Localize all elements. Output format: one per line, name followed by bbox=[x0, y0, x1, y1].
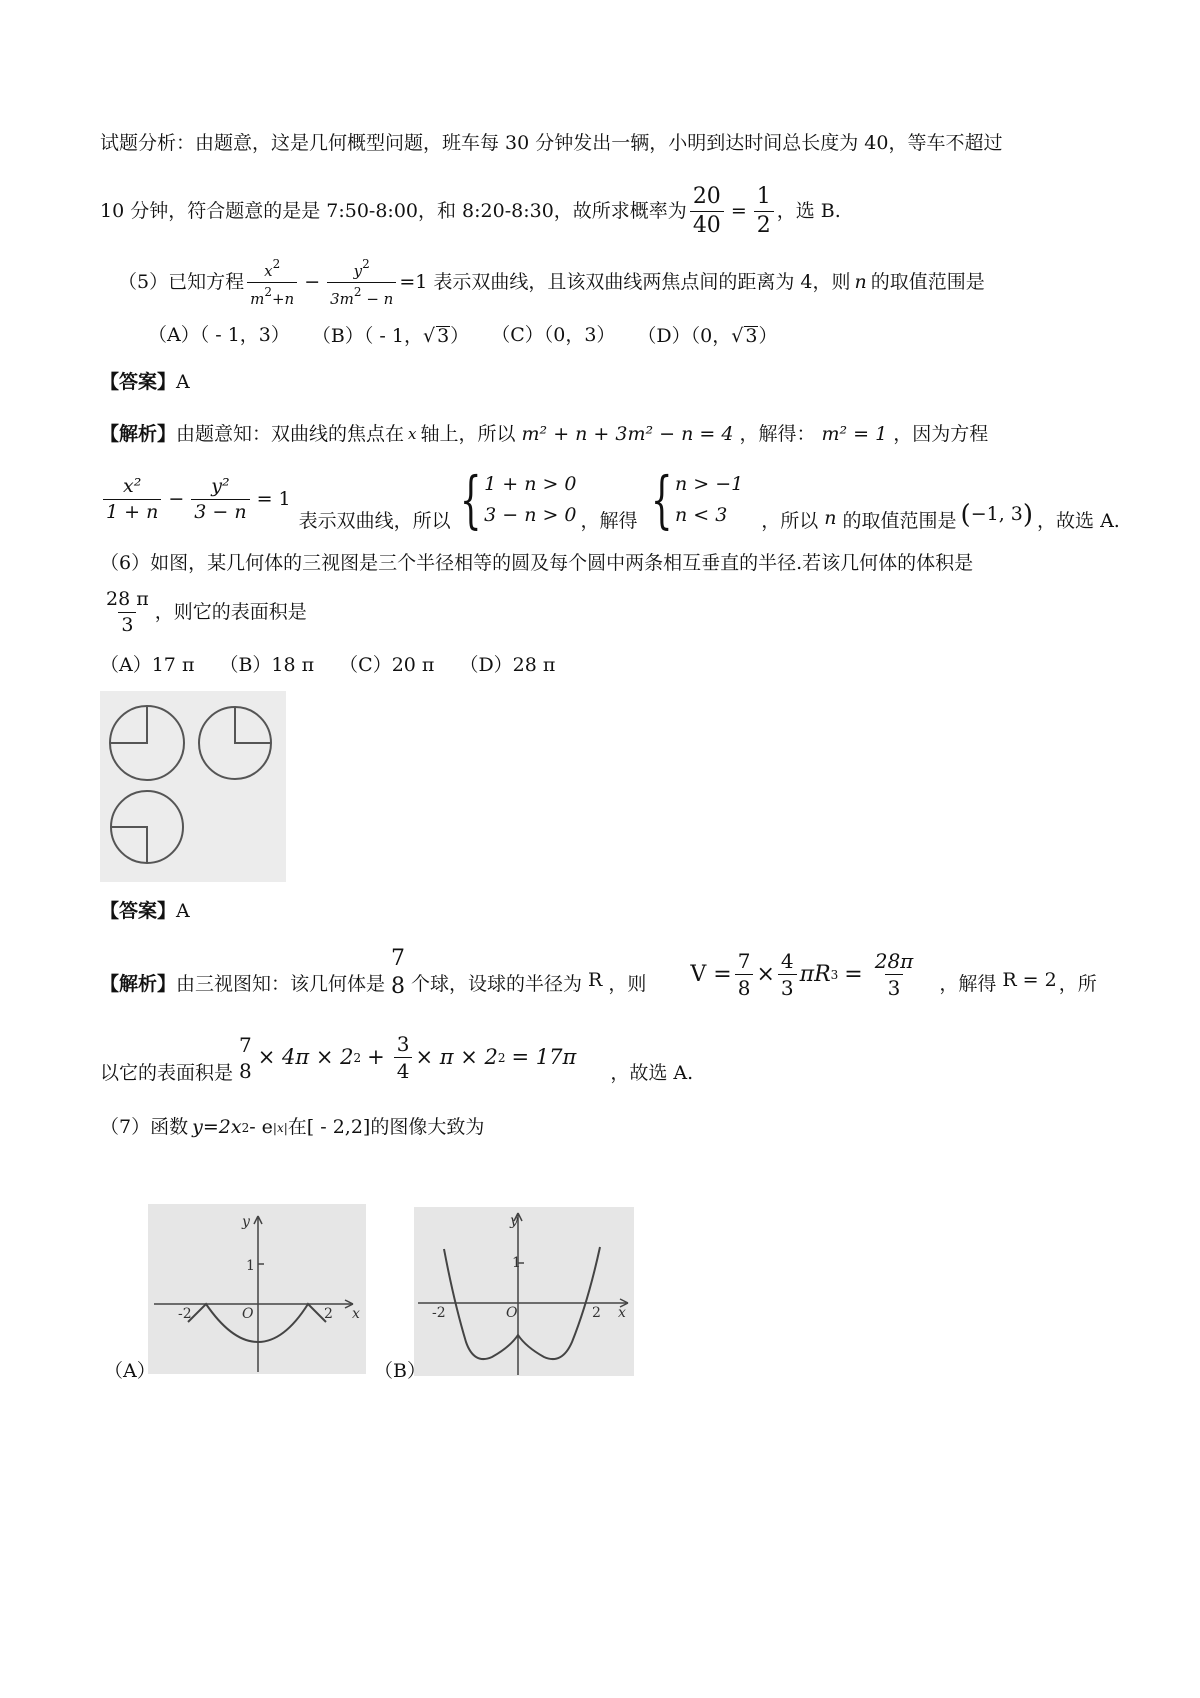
y-label: y bbox=[510, 1213, 518, 1229]
q5-option-a: （A）（ - 1，3） bbox=[148, 324, 290, 346]
q5-exp-text-3: ，解得： bbox=[739, 423, 816, 445]
tick-one: 1 bbox=[246, 1258, 255, 1274]
q5-option-b: （B）（ - 1，√ 3） bbox=[311, 325, 470, 347]
answer-value: A bbox=[176, 371, 190, 393]
q7-square: 2 bbox=[241, 1120, 250, 1135]
answer-value: A bbox=[176, 900, 190, 922]
q5-system-1: { 1 + n > 0 3 − n > 0 bbox=[459, 462, 577, 536]
q6-options: （A）17 π （B）18 π （C）20 π （D）28 π bbox=[100, 654, 556, 676]
explanation-label: 【解析】 bbox=[100, 973, 177, 995]
q6-exp-text-5: ，所 bbox=[1058, 973, 1097, 995]
explanation-label: 【解析】 bbox=[100, 423, 177, 445]
q6-explanation-line-2 bbox=[100, 1034, 693, 1087]
three-views-drawing bbox=[100, 691, 286, 882]
q6-exp-text-2: 个球，设球的半径为 bbox=[411, 973, 583, 995]
q5-answer bbox=[100, 373, 190, 392]
q5-exp-x: x bbox=[408, 425, 417, 443]
q6-volume-fraction: $\frac{28 \pi}{3}$ bbox=[106, 588, 149, 636]
q6-stem-line-2 bbox=[100, 590, 307, 635]
q7-prefix: （7）函数 bbox=[100, 1116, 189, 1138]
q6-seven-eighths: 7 8 bbox=[391, 946, 406, 999]
q6-surface-equation: 7 8 × 4π × 2 2 + $\frac{3}{4}$ × π × 2 2 = 17π bbox=[239, 1032, 577, 1083]
q5-explanation-line-1 bbox=[100, 425, 988, 444]
fraction-20-40: $\frac{20}{40}$ bbox=[690, 186, 724, 237]
tick-one: 1 bbox=[512, 1255, 521, 1271]
equals-sign: = bbox=[730, 200, 747, 222]
q6-exp-R-eq: R = 2 bbox=[1002, 969, 1057, 991]
q6-answer bbox=[100, 902, 190, 921]
q5-prefix: （5）已知方程 bbox=[118, 271, 245, 293]
q5-exp-text-6: ，解得 bbox=[580, 510, 638, 532]
x-label: x bbox=[618, 1305, 626, 1321]
graph-a-curve bbox=[188, 1304, 326, 1342]
q5-suffix: =1 表示双曲线，且该双曲线两焦点间的距离为 4，则 bbox=[399, 271, 851, 293]
analysis-line-2-text: 10 分钟，符合题意的是是 7:50-8:00，和 8:20-8:30，故所求概率为 bbox=[100, 200, 687, 222]
q7-function-tail: - e bbox=[249, 1116, 273, 1138]
q5-option-d: （D）（0，√ 3） bbox=[637, 325, 778, 347]
q5-system-2: { n > −1 n < 3 bbox=[650, 462, 744, 536]
q7-label-b: （B） bbox=[374, 1360, 426, 1382]
q5-suffix-b: 的取值范围是 bbox=[870, 271, 985, 293]
q5-exp-result: m² = 1 bbox=[821, 423, 888, 445]
q5-exp-fraction-x: $\frac{\text{x²}}{1 + n}$ bbox=[103, 477, 161, 522]
q6-exp-text-6: 以它的表面积是 bbox=[100, 1062, 234, 1084]
q7-label-a: （A） bbox=[104, 1360, 156, 1382]
q5-exp-minus: − bbox=[168, 488, 185, 510]
q7-stem bbox=[100, 1118, 484, 1137]
q6-exp-text-1: 由三视图知：该几何体是 bbox=[176, 973, 386, 995]
q5-exp-text-7: ，所以 bbox=[761, 510, 819, 532]
analysis-line-2-tail: ，选 B. bbox=[776, 200, 841, 222]
analysis-line-1: 试题分析：由题意，这是几何概型问题，班车每 30 分钟发出一辆，小明到达时间总长度为 40，等车不超过 bbox=[100, 132, 1003, 154]
q7-suffix: 在[ - 2,2]的图像大致为 bbox=[287, 1116, 485, 1138]
answer-label: 【答案】 bbox=[100, 371, 177, 393]
q5-exp-text-4: ，因为方程 bbox=[893, 423, 989, 445]
origin-label: O bbox=[242, 1306, 254, 1322]
fraction-1-2: $\frac{1}{2}$ bbox=[754, 186, 774, 237]
q6-exp-text-7: ，故选 A. bbox=[610, 1062, 694, 1084]
q7-graph-b bbox=[414, 1207, 634, 1376]
q6-three-views-figure bbox=[100, 691, 286, 882]
graph-b-drawing bbox=[414, 1207, 634, 1376]
q5-fraction-x: $\frac{x^2}{m^2+n}$ bbox=[247, 258, 297, 307]
origin-label: O bbox=[506, 1305, 518, 1321]
y-label: y bbox=[242, 1214, 250, 1230]
tick-pos2: 2 bbox=[324, 1306, 333, 1322]
q7-function: y=2x bbox=[192, 1116, 242, 1138]
x-label: x bbox=[352, 1306, 360, 1322]
q5-option-c: （C）（0，3） bbox=[491, 324, 616, 346]
q5-fraction-y: $\frac{y^2}{3m^2 - n}$ bbox=[327, 258, 396, 307]
q5-exp-n: n bbox=[824, 507, 837, 529]
q5-exp-text-2: 轴上，所以 bbox=[420, 423, 516, 445]
q5-exp-text-9: ，故选 A. bbox=[1037, 510, 1120, 532]
tick-neg2: -2 bbox=[178, 1306, 192, 1322]
q5-stem bbox=[118, 258, 985, 307]
q7-abs-x: |x| bbox=[272, 1120, 288, 1135]
q5-explanation-line-2 bbox=[100, 462, 1120, 536]
q5-var-n: n bbox=[854, 271, 867, 293]
q5-minus: − bbox=[304, 271, 321, 293]
q5-exp-equation: m² + n + 3m² − n = 4 bbox=[521, 423, 734, 445]
q6-explanation-line-1 bbox=[100, 948, 1097, 1000]
answer-label: 【答案】 bbox=[100, 900, 177, 922]
q6-volume-equation: V = $\frac{7}{8}$ × $\frac{4}{3}$ πR 3 = $\frac{28\pi}{3}$ bbox=[690, 949, 914, 1000]
tick-neg2: -2 bbox=[432, 1305, 446, 1321]
q5-exp-eq-1: = 1 bbox=[256, 488, 291, 510]
q5-exp-text-1: 由题意知：双曲线的焦点在 bbox=[176, 423, 405, 445]
graph-a-drawing bbox=[148, 1204, 366, 1374]
q5-exp-text-5: 表示双曲线，所以 bbox=[298, 510, 451, 532]
q7-graph-a bbox=[148, 1204, 366, 1374]
q5-exp-fraction-y: $\frac{\text{y²}}{3 - n}$ bbox=[191, 477, 249, 522]
q5-exp-text-8: 的取值范围是 bbox=[842, 510, 957, 532]
q5-exp-range: (−1, 3) bbox=[960, 499, 1034, 530]
q6-exp-R: R bbox=[588, 969, 603, 991]
q5-options bbox=[148, 326, 777, 346]
q6-stem-line-1: （6）如图，某几何体的三视图是三个半径相等的圆及每个圆中两条相互垂直的半径.若该几何体的体积是 bbox=[100, 552, 974, 574]
q6-exp-text-4: ，解得 bbox=[939, 973, 997, 995]
q6-exp-text-3: ，则 bbox=[608, 973, 647, 995]
q6-stem-tail: ，则它的表面积是 bbox=[154, 601, 307, 623]
tick-pos2: 2 bbox=[592, 1305, 601, 1321]
analysis-line-2 bbox=[100, 186, 841, 237]
